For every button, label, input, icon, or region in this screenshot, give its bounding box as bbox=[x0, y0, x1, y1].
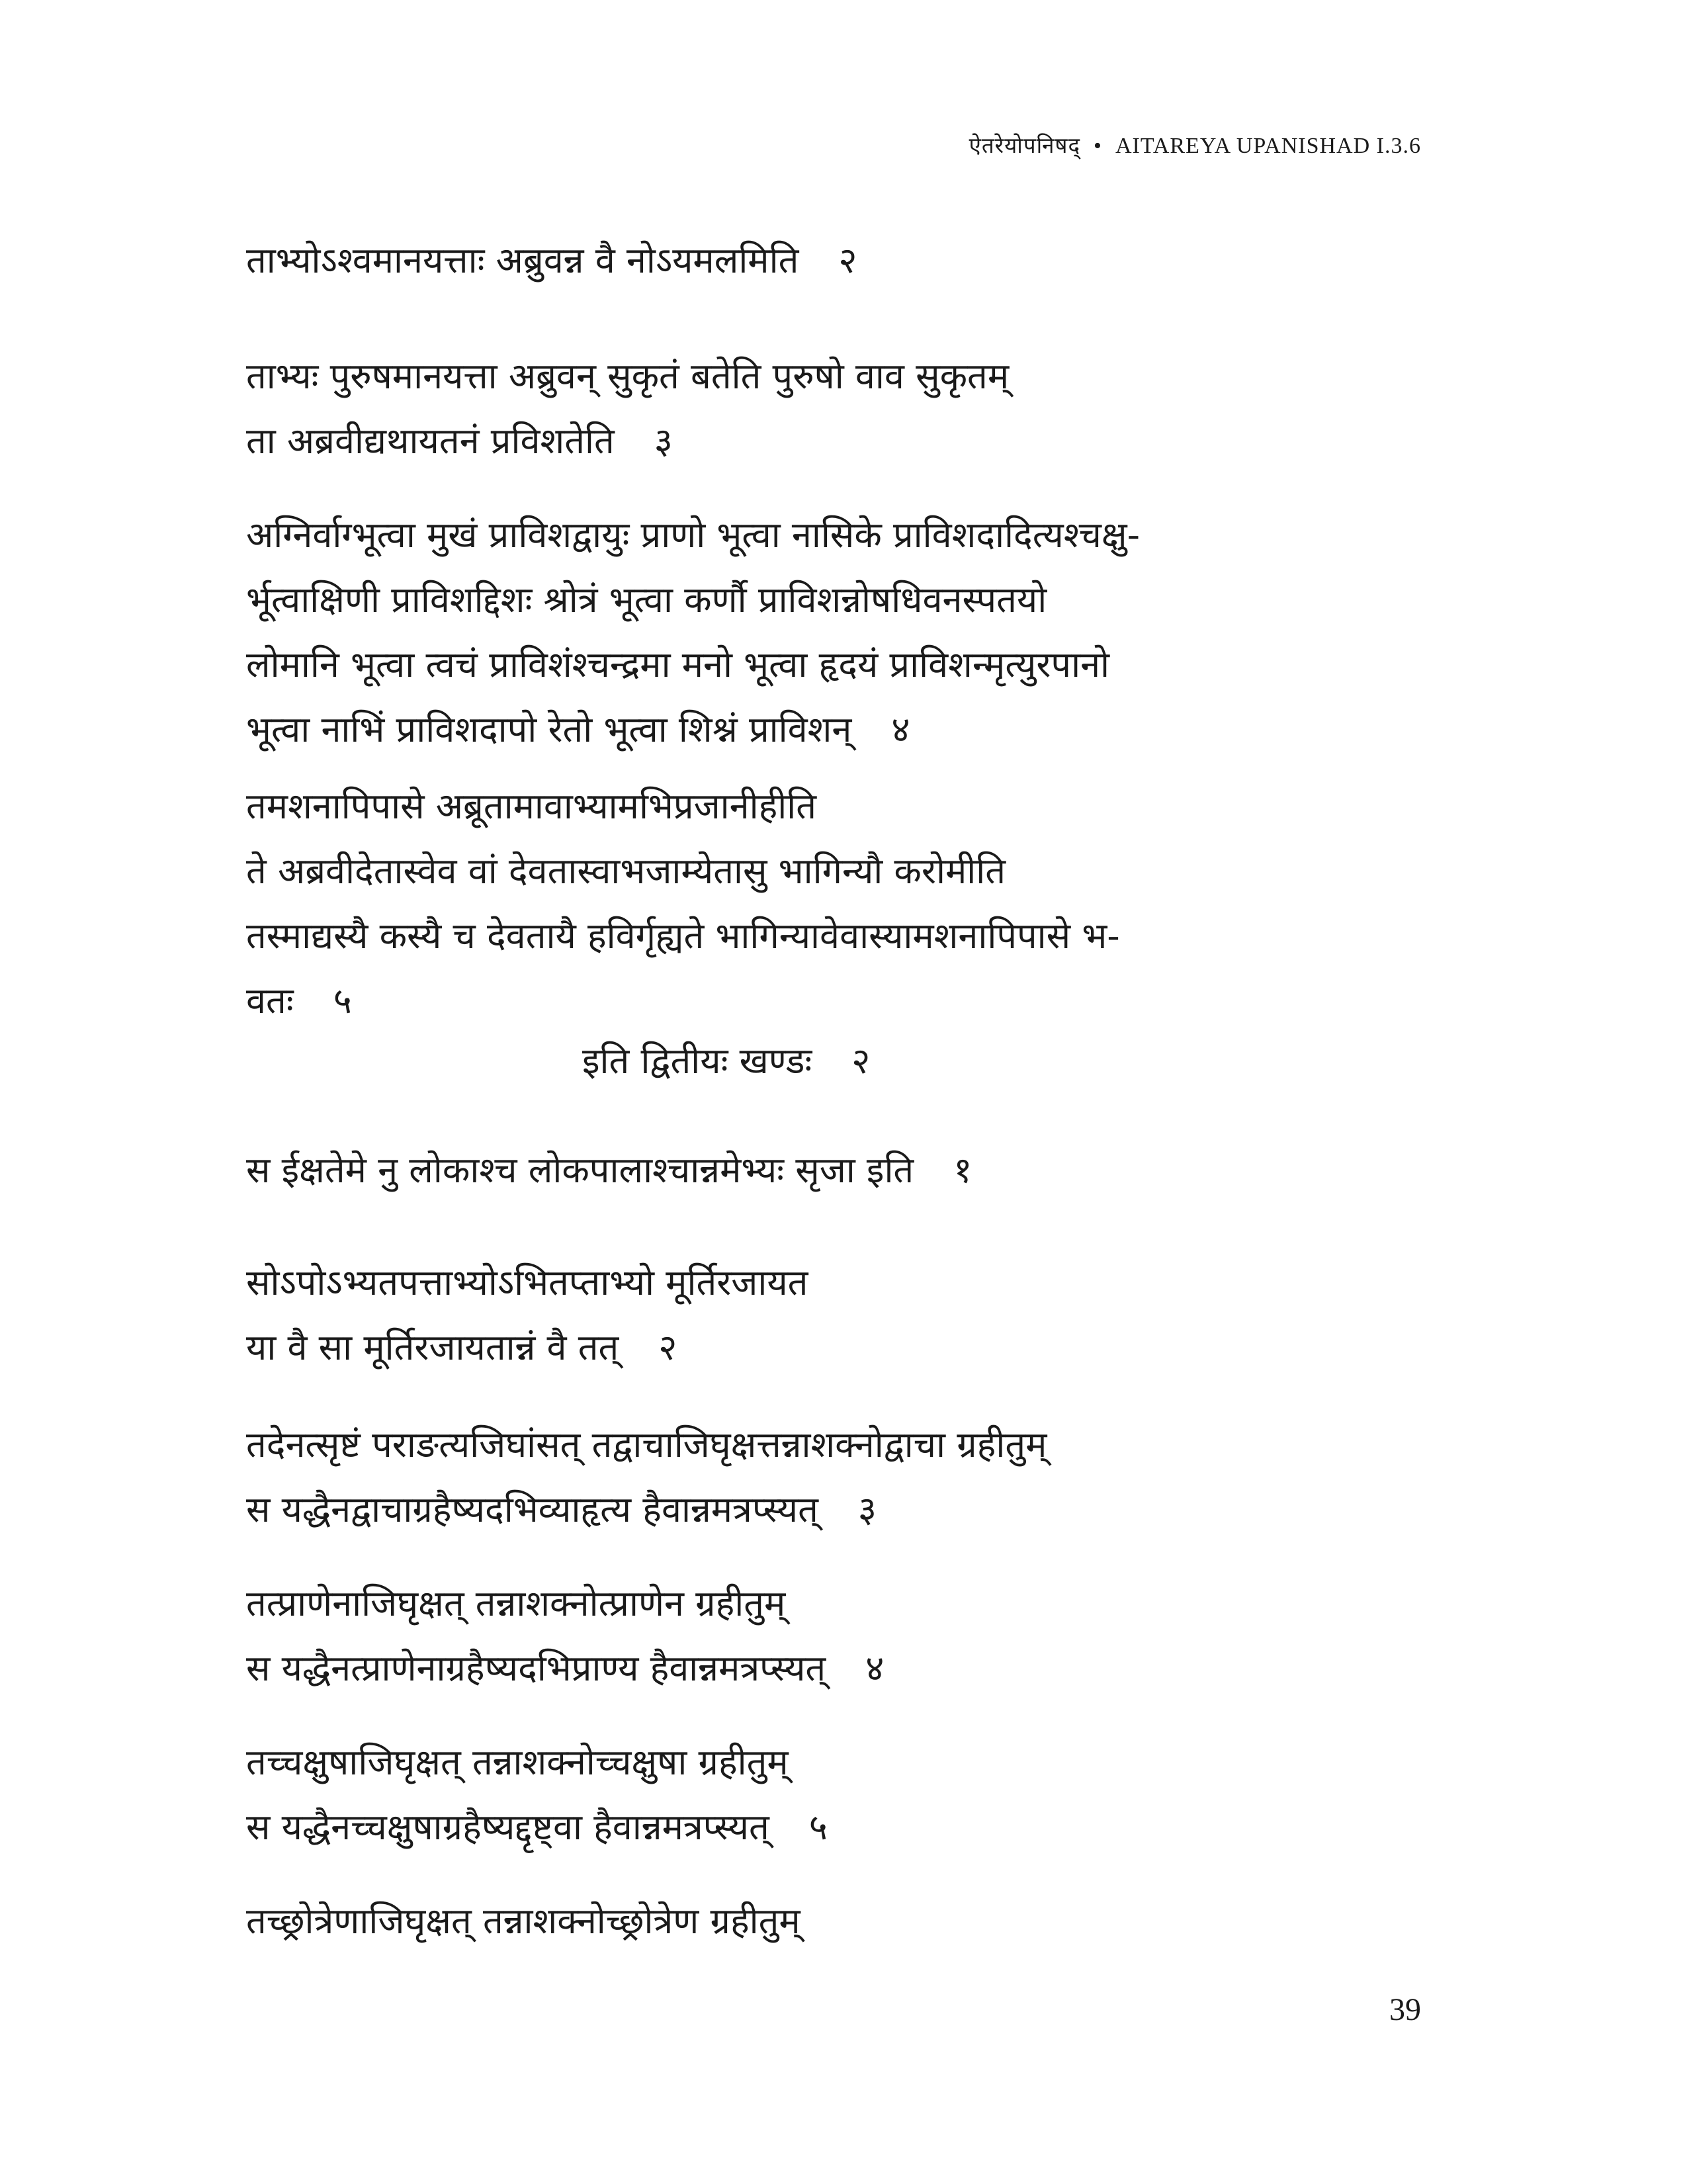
verse-line: स यद्धैनत्प्राणेनाग्रहैष्यदभिप्राण्य हैवान्नमत्रप्स्यत् ४ bbox=[246, 1647, 885, 1689]
running-head bbox=[969, 130, 1421, 159]
verse-line: वतः ५ bbox=[246, 980, 352, 1022]
verse-number: १ bbox=[953, 1149, 973, 1191]
verse-block bbox=[246, 1138, 972, 1203]
verse-block bbox=[246, 1889, 800, 1954]
verse-block bbox=[246, 503, 1140, 762]
verse-block bbox=[246, 774, 1120, 1033]
verse-number: ४ bbox=[865, 1647, 885, 1689]
verse-block bbox=[246, 1250, 808, 1380]
verse-block bbox=[246, 1413, 1047, 1542]
verse-block bbox=[246, 1730, 828, 1860]
verse-number: २ bbox=[658, 1327, 677, 1368]
verse-number: ५ bbox=[808, 1806, 828, 1848]
page-number: 39 bbox=[1389, 1992, 1421, 2027]
verse-block bbox=[246, 1571, 884, 1701]
verse-line: ते अब्रवीदेतास्वेव वां देवतास्वाभजाम्येतासु भागिन्यौ करोमीति bbox=[246, 850, 1006, 892]
verse-line: ताभ्यः पुरुषमानयत्ता अब्रुवन् सुकृतं बतेति पुरुषो वाव सुकृतम् bbox=[246, 355, 1010, 397]
verse-line: लोमानि भूत्वा त्वचं प्राविशंश्चन्द्रमा मनो भूत्वा हृदयं प्राविशन्मृत्युरपानो bbox=[246, 644, 1110, 685]
verse-number: ४ bbox=[891, 709, 910, 750]
verse-line: स ईक्षतेमे नु लोकाश्च लोकपालाश्चान्नमेभ्यः सृजा इति १ bbox=[246, 1149, 973, 1191]
running-head-sanskrit-title: ऐतरेयोपनिषद् bbox=[969, 132, 1081, 158]
verse-line: अग्निर्वाग्भूत्वा मुखं प्राविशद्वायुः प्राणो भूत्वा नासिके प्राविशदादित्यश्चक्षु- bbox=[246, 514, 1141, 556]
verse-line: तदेनत्सृष्टं पराङत्यजिघांसत् तद्वाचाजिघृक्षत्तन्नाशक्नोद्वाचा ग्रहीतुम् bbox=[246, 1424, 1047, 1465]
verse-line: स यद्धैनच्चक्षुषाग्रहैष्यद्दृष्ट्वा हैवान्नमत्रप्स्यत् ५ bbox=[246, 1806, 828, 1848]
verse-line: तस्माद्यस्यै कस्यै च देवतायै हविर्गृह्यते भागिन्यावेवास्यामशनापिपासे भ- bbox=[246, 915, 1120, 957]
verse-line: तच्छ्रोत्रेणाजिघृक्षत् तन्नाशक्नोच्छ्रोत्रेण ग्रहीतुम् bbox=[246, 1900, 800, 1942]
verse-number: ३ bbox=[654, 420, 673, 462]
verse-line: तत्प्राणेनाजिघृक्षत् तन्नाशक्नोत्प्राणेन ग्रहीतुम् bbox=[246, 1583, 786, 1624]
verse-line: ता अब्रवीद्यथायतनं प्रविशतेति ३ bbox=[246, 420, 673, 462]
verse-line: तच्चक्षुषाजिघृक्षत् तन्नाशक्नोच्चक्षुषा ग्रहीतुम् bbox=[246, 1741, 789, 1783]
verse-number: ३ bbox=[857, 1489, 877, 1530]
verse-line: र्भूत्वाक्षिणी प्राविशद्दिशः श्रोत्रं भूत्वा कर्णौ प्राविशन्नोषधिवनस्पतयो bbox=[246, 579, 1047, 621]
verse-line: ताभ्योऽश्वमानयत्ताः अब्रुवन्न वै नोऽयमलमिति २ bbox=[246, 240, 857, 281]
colophon-number: २ bbox=[851, 1040, 871, 1082]
verse-line: या वै सा मूर्तिरजायतान्नं वै तत् २ bbox=[246, 1327, 677, 1368]
verse-block bbox=[246, 228, 857, 293]
verse-number: ५ bbox=[333, 980, 352, 1022]
verse-line: सोऽपोऽभ्यतपत्ताभ्योऽभितप्ताभ्यो मूर्तिरजायत bbox=[246, 1262, 808, 1303]
running-head-english-title: AITAREYA UPANISHAD I.3.6 bbox=[1115, 134, 1421, 158]
verse-line: तमशनापिपासे अब्रूतामावाभ्यामभिप्रजानीहीति bbox=[246, 785, 817, 827]
running-head-bullet: • bbox=[1094, 134, 1102, 158]
section-colophon bbox=[582, 1035, 870, 1084]
verse-line: भूत्वा नाभिं प्राविशदापो रेतो भूत्वा शिश्नं प्राविशन् ४ bbox=[246, 709, 910, 750]
verse-block bbox=[246, 344, 1009, 474]
verse-line: स यद्धैनद्वाचाग्रहैष्यदभिव्याहृत्य हैवान्नमत्रप्स्यत् ३ bbox=[246, 1489, 877, 1530]
colophon-text: इति द्वितीयः खण्डः bbox=[582, 1040, 812, 1082]
verse-number: २ bbox=[838, 240, 857, 281]
